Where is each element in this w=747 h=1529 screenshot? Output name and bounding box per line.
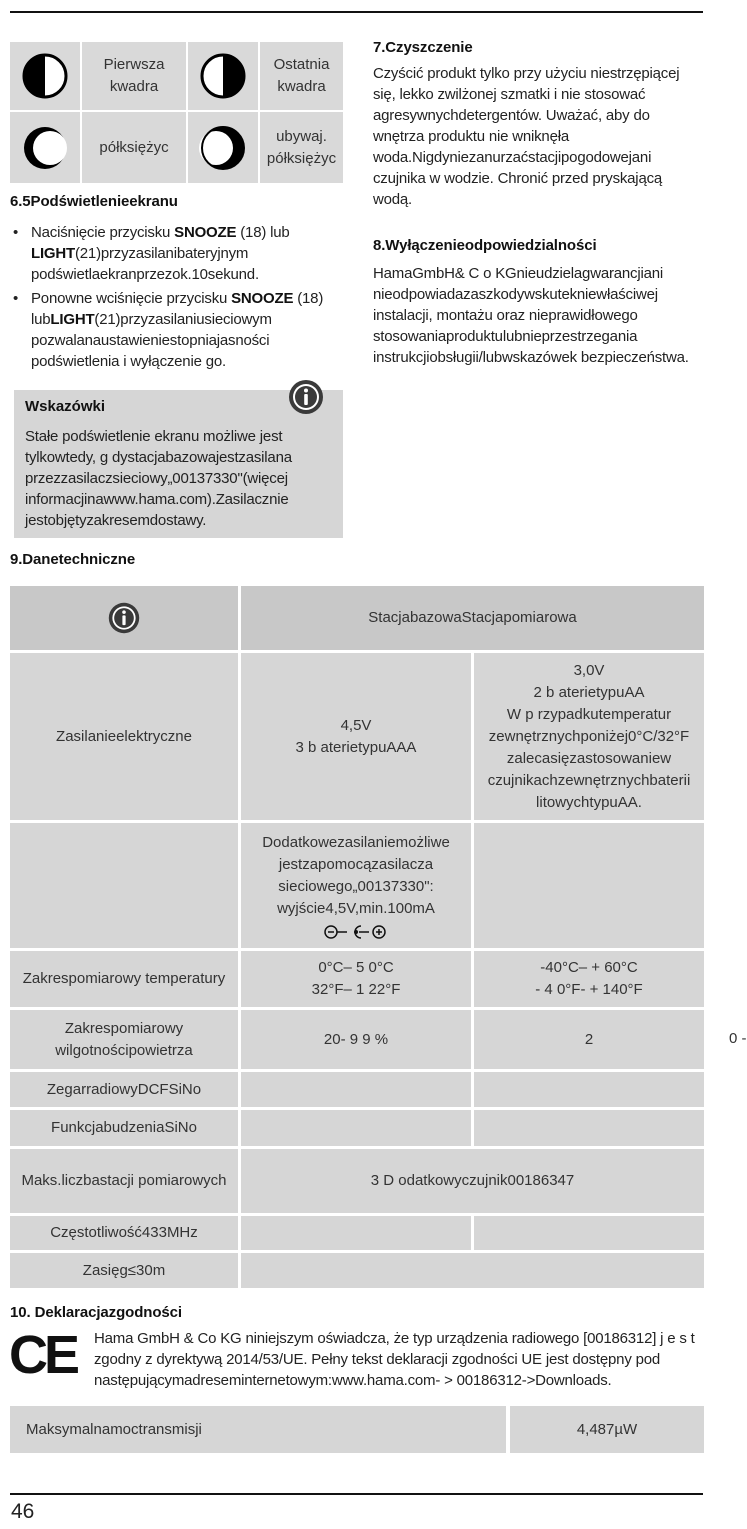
- section-7-text: Czyścić produkt tylko przy użyciu niestrzępiącej się, lekko zwilżonej szmatki i nie stosować agresywnychdetergentów. Uważać, aby do wnętrza produktu nie wniknęła woda.Nigdyniezanurzaćstacjipogodowejani czujnika w wodzie. Chronić przed pryskającą wodą.: [373, 65, 680, 208]
- moon-phase-table: [10, 42, 343, 183]
- adapter-text: Dodatkowezasilaniemożliwe jestzapomocązasilacza sieciowego„00137330": wyjście4,5V,min.100mA: [262, 833, 450, 917]
- moon-label-last-quarter: Ostatnia kwadra: [260, 42, 343, 110]
- moon-label-waxing-crescent: półksiężyc: [82, 112, 186, 183]
- section-6-5-title: 6.5Podświetlenieekranu: [10, 193, 178, 210]
- stray-text: 0 -: [729, 1030, 747, 1047]
- cell-remote-temperature: -40°C– + 60°C - 4 0°F- + 140°F: [474, 951, 704, 1007]
- cell-remote-dcf: [474, 1072, 704, 1107]
- info-icon: [107, 601, 141, 635]
- first-quarter-moon-icon: [10, 42, 80, 110]
- cell-max-stations: 3 D odatkowyczujnik00186347: [241, 1149, 704, 1213]
- tech-data-table: [10, 586, 704, 1288]
- cell-remote-adapter: [474, 823, 704, 948]
- transmission-power-value: 4,487µW: [576, 1421, 638, 1438]
- info-icon: [287, 378, 325, 421]
- bullet-item: • Ponowne wciśnięcie przycisku SNOOZE (18) lubLIGHT(21)przyzasilaniusieciowym pozwalanaustawieniestopniajasności podświetlenia i wyłączenie go.: [10, 288, 340, 372]
- hint-box: [14, 390, 343, 538]
- last-quarter-moon-icon: [188, 42, 258, 110]
- row-label-dcf: ZegarradiowyDCFSiNo: [10, 1072, 238, 1107]
- transmission-power-value-cell: [510, 1406, 704, 1453]
- row-label-humidity: Zakrespomiarowy wilgotnościpowietrza: [10, 1010, 238, 1069]
- cell-remote-power-text: 3,0V 2 b aterietypuAA W p rzypadkutemperatur zewnętrznychponiżej0°C/32°F zalecasięzastosowaniew czujnikachzewnętrznychbaterii litowychtypuAA.: [487, 661, 691, 811]
- row-label-max-stations: Maks.liczbastacji pomiarowych: [10, 1149, 238, 1213]
- row-label-frequency: Częstotliwość433MHz: [10, 1216, 238, 1250]
- cell-base-dcf: [241, 1072, 471, 1107]
- cell-remote-frequency: [474, 1216, 704, 1250]
- section-10-title: 10. Deklaracjazgodności: [10, 1304, 182, 1321]
- cell-base-power: 4,5V 3 b aterietypuAAA: [241, 653, 471, 820]
- cell-remote-humidity: 2: [474, 1010, 704, 1069]
- moon-label-first-quarter: Pierwsza kwadra: [82, 42, 186, 110]
- ce-mark-logo: CE: [9, 1325, 77, 1385]
- row-label-alarm: FunkcjabudzeniaSiNo: [10, 1110, 238, 1146]
- transmission-power-label-cell: [10, 1406, 506, 1453]
- cell-range: [241, 1253, 704, 1288]
- cell-base-adapter: [241, 823, 471, 948]
- waning-crescent-moon-icon: [188, 112, 258, 183]
- cell-base-alarm: [241, 1110, 471, 1146]
- bottom-rule: [10, 1493, 703, 1495]
- waxing-crescent-moon-icon: [10, 112, 80, 183]
- row-label-range: Zasięg≤30m: [10, 1253, 238, 1288]
- cell-base-frequency: [241, 1216, 471, 1250]
- cell-remote-power: [474, 653, 704, 820]
- cell-base-temperature: 0°C– 5 0°C 32°F– 1 22°F: [241, 951, 471, 1007]
- section-9-title: 9.Danetechniczne: [10, 551, 136, 568]
- hint-title: Wskazówki: [25, 398, 106, 415]
- page-number: 46: [11, 1500, 35, 1523]
- row-label-power: Zasilanieelektryczne: [10, 653, 238, 820]
- section-10-text: Hama GmbH & Co KG niniejszym oświadcza, że typ urządzenia radiowego [00186312] j e s t zgodny z dyrektywą 2014/53/UE. Pełny tekst deklaracji zgodności UE jest dostępny pod następującymadreseminternetowym:www.hama.com- > 00186312->Downloads.: [94, 1330, 695, 1389]
- cell-base-humidity: 20- 9 9 %: [241, 1010, 471, 1069]
- section-8-text: HamaGmbH& C o KGnieudzielagwarancjiani nieodpowiadazaszkodywskutekniewłaściwej instalacji, montażu oraz nieprawidłowego stosowaniaproduktulubnieprzestrzegania instrukcjiobsługii/lubwskazówek bezpieczeństwa.: [373, 265, 689, 366]
- cell-remote-alarm: [474, 1110, 704, 1146]
- table-header-icon-cell: [10, 586, 238, 650]
- section-6-5-bullets: [10, 222, 340, 372]
- section-7-title: 7.Czyszczenie: [373, 39, 473, 56]
- table-header: StacjabazowaStacjapomiarowa: [241, 586, 704, 650]
- transmission-power-label: Maksymalnamoctransmisji: [26, 1421, 202, 1438]
- bullet-item: • Naciśnięcie przycisku SNOOZE (18) lub LIGHT(21)przyzasilanibateryjnym podświetlaekranprzezok.10sekund.: [10, 222, 340, 285]
- hint-text: Stałe podświetlenie ekranu możliwe jest tylkowtedy, g dystacjabazowajestzasilana przezzasilaczsieciowy„00137330"(więcej informacjinawww.hama.com).Zasilacznie jestobjętyzakresemdostawy.: [25, 428, 292, 529]
- row-label-adapter: [10, 823, 238, 948]
- dc-polarity-icon: [323, 924, 389, 940]
- moon-label-waning-crescent: ubywaj. półksiężyc: [260, 112, 343, 183]
- section-8-title: 8.Wyłączenieodpowiedzialności: [373, 237, 597, 254]
- row-label-temperature: Zakrespomiarowy temperatury: [10, 951, 238, 1007]
- top-rule: [10, 11, 703, 13]
